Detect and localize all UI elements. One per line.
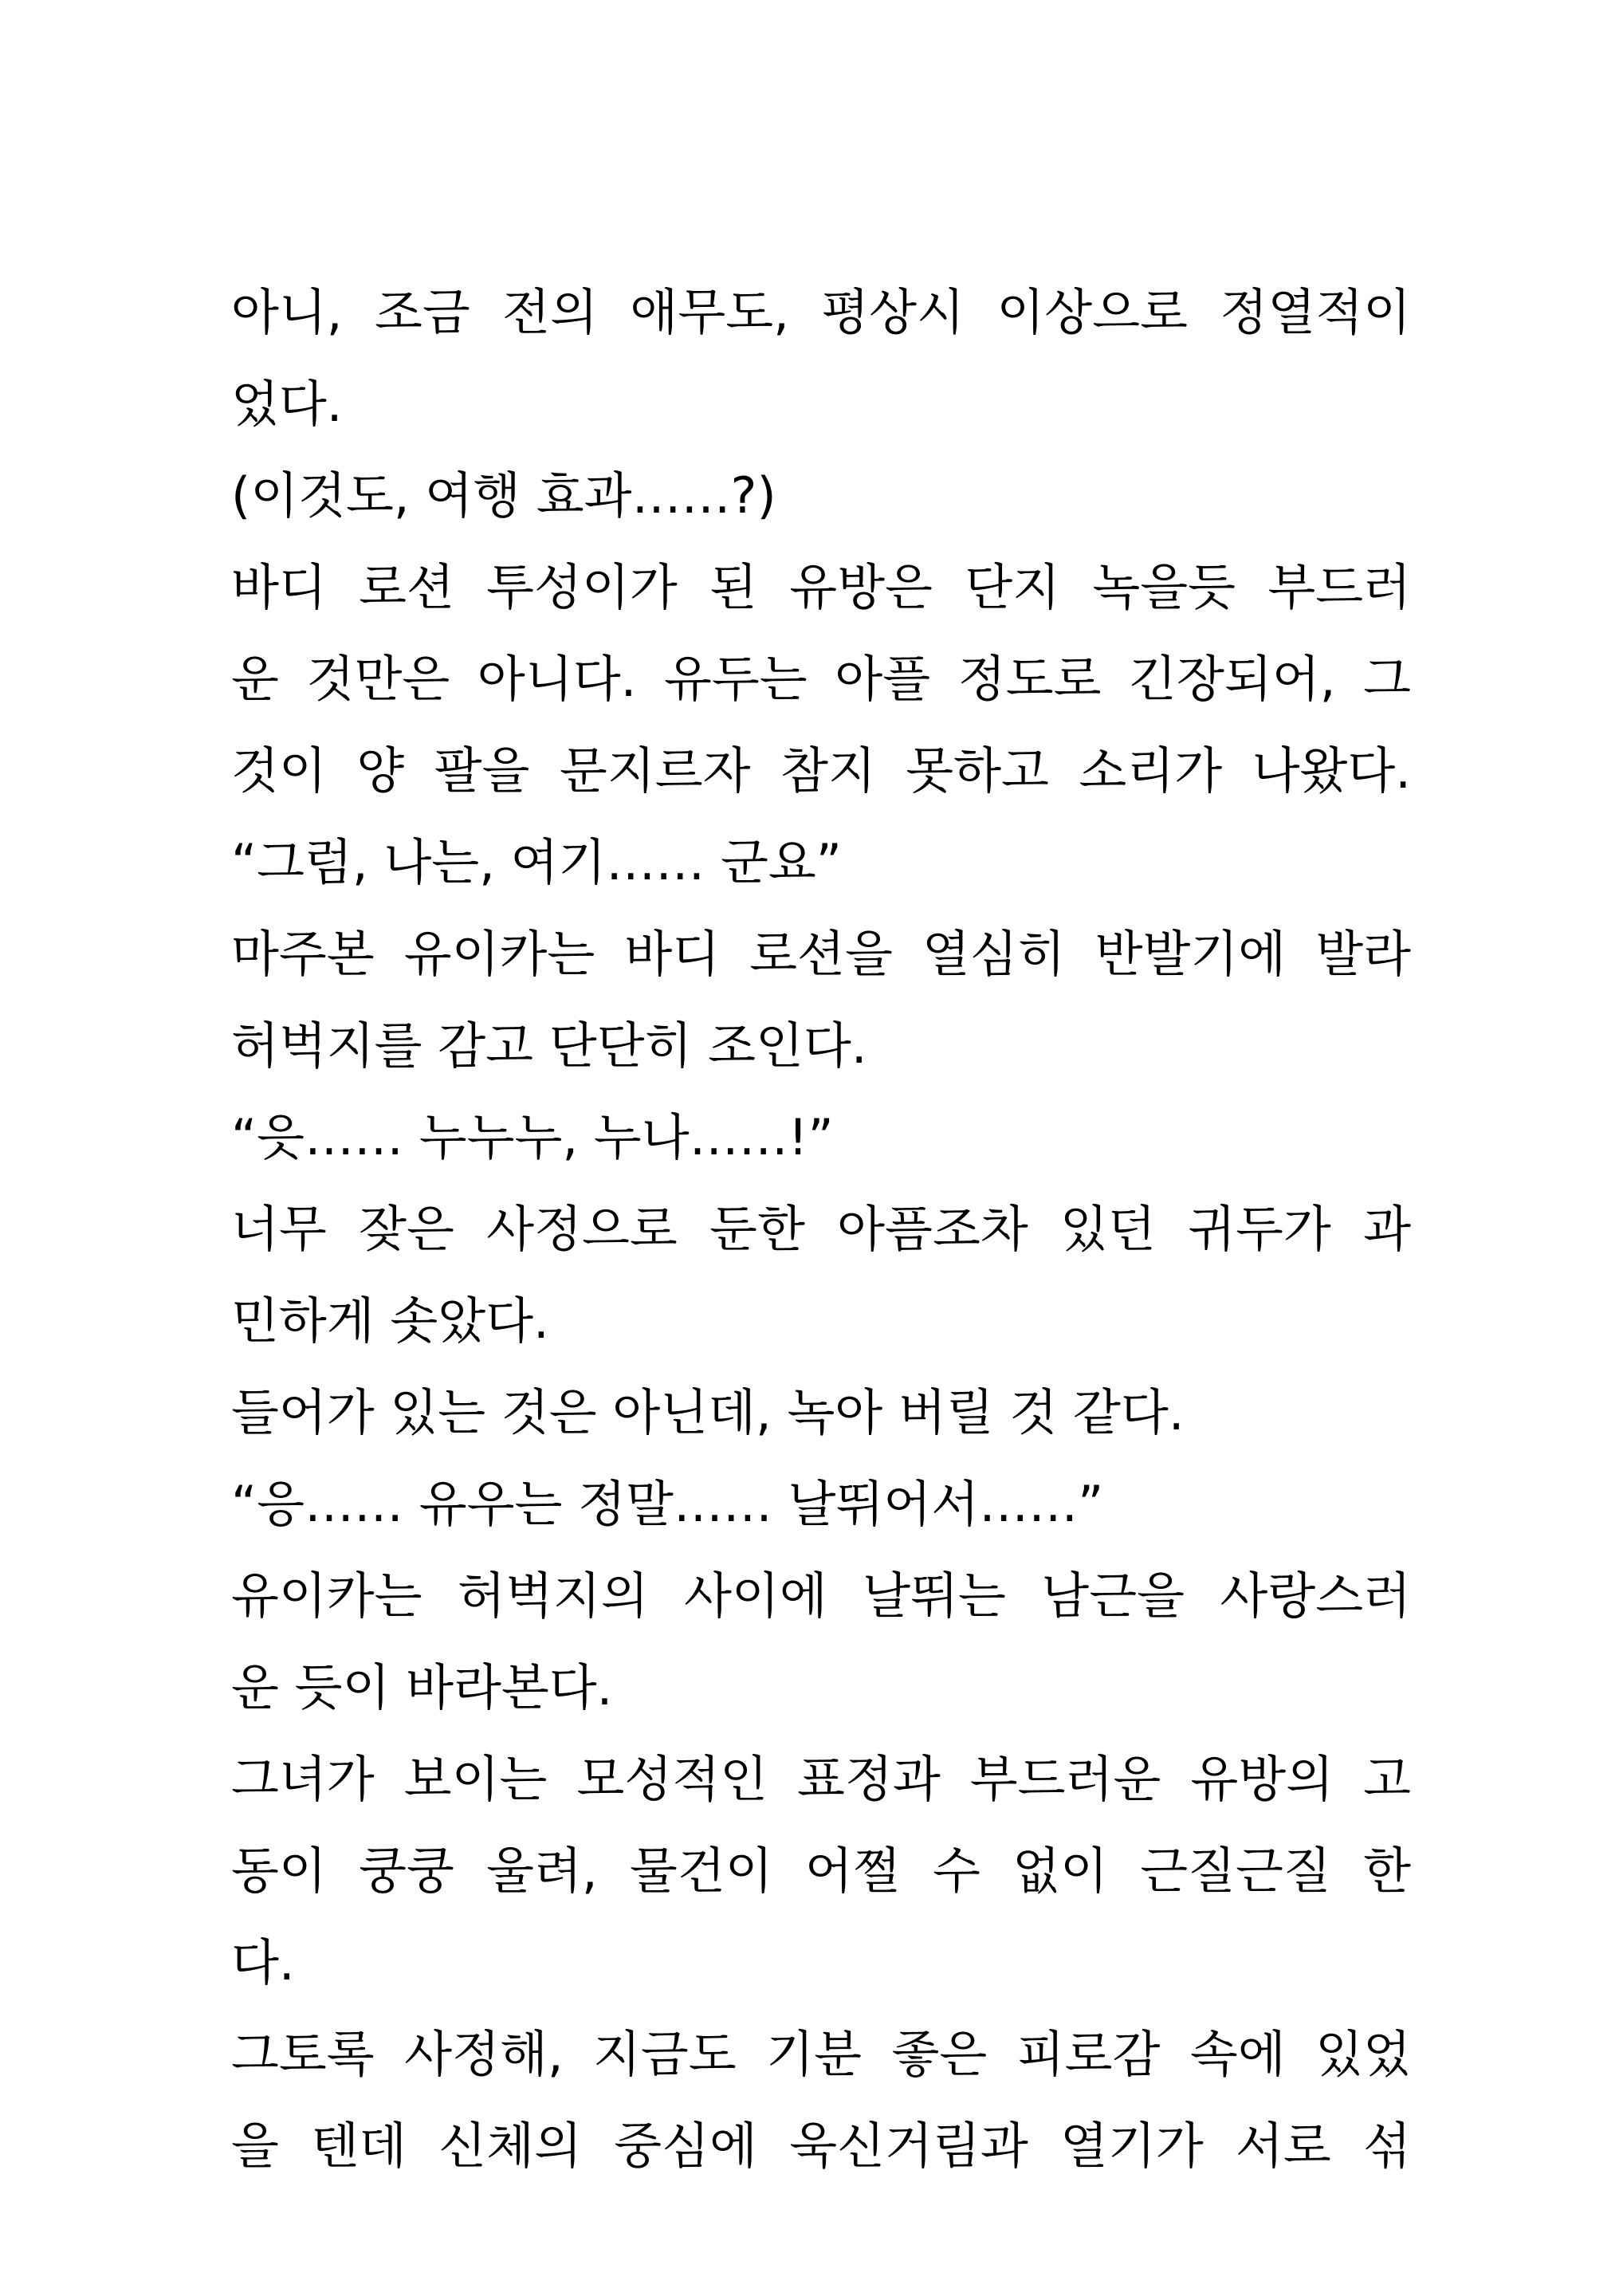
text-line: 유이카는 허벅지의 사이에 날뛰는 남근을 사랑스러 (231, 1567, 1411, 1625)
text-line: 그토록 사정해, 지금도 기분 좋은 피로감 속에 있었 (231, 2025, 1411, 2083)
text-line: 운 듯이 바라본다. (231, 1658, 613, 1716)
text-line: 들어가 있는 것은 아닌데, 녹아 버릴 것 같다. (231, 1383, 1185, 1441)
text-line: 바디 로션 투성이가 된 유방은 단지 녹을듯 부드러 (231, 558, 1411, 616)
text-line: 아니, 조금 전의 애무도, 평상시 이상으로 정열적이 (231, 283, 1411, 341)
text-line: 민하게 솟았다. (231, 1292, 549, 1350)
text-line: 운 것만은 아니다. 유두는 아플 정도로 긴장되어, 그 (231, 650, 1411, 708)
text-line: 허벅지를 감고 단단히 조인다. (231, 1016, 867, 1075)
text-line: 었다. (231, 375, 343, 433)
text-line: 그녀가 보이는 모성적인 표정과 부드러운 유방의 고 (231, 1750, 1411, 1808)
text-line: (이것도, 여행 효과……?) (231, 466, 776, 525)
text-line: 다. (231, 1933, 295, 1991)
text-line: 동이 쿵쿵 울려, 물건이 어쩔 수 없이 근질근질 한 (231, 1842, 1411, 1900)
text-line: “읏…… 누누누, 누나……!” (231, 1108, 834, 1166)
text-line: 을 텐데 신체의 중심에 욱신거림과 열기가 서로 섞 (231, 2117, 1411, 2175)
body-text (231, 266, 1411, 2192)
text-line: “그럼, 나는, 여기…… 군요” (231, 833, 842, 891)
text-line: “응…… 유우는 정말…… 날뛰어서……” (231, 1475, 1104, 1533)
text-line: 마주본 유이카는 바디 로션을 열심히 반발기에 발라 (231, 925, 1411, 983)
text-line: 것이 양 팔을 문지르자 참지 못하고 소리가 나왔다. (231, 741, 1411, 800)
text-line: 너무 잦은 사정으로 둔한 아픔조차 있던 귀두가 과 (231, 1200, 1411, 1258)
